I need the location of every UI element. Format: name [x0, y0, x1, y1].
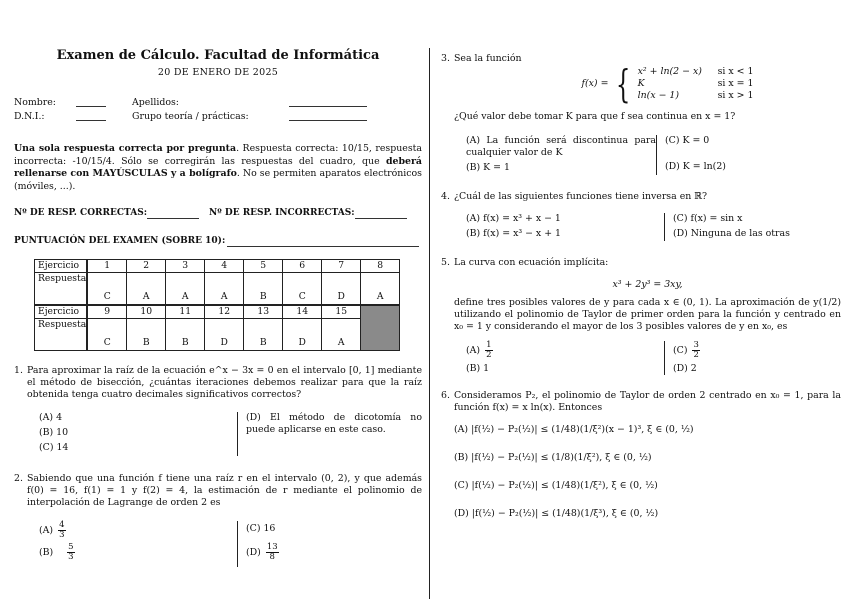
- unused-cell: [361, 305, 400, 351]
- option-d: (D) |f(½) − P₂(½)| ≤ (1/48)(1/ξ³), ξ ∈ (0, ½): [454, 508, 659, 519]
- numerator: 3: [693, 340, 699, 350]
- correct-count-field[interactable]: [147, 209, 199, 219]
- exercise-number: 10: [127, 305, 166, 319]
- answer-cell[interactable]: D: [322, 273, 361, 306]
- denominator: 3: [59, 530, 65, 540]
- answer-cell[interactable]: B: [244, 319, 283, 351]
- exercise-number: 15: [322, 305, 361, 319]
- piece-expression: ln(x − 1): [637, 90, 680, 101]
- incorrect-count-field[interactable]: [355, 209, 407, 219]
- option-d: [246, 543, 422, 562]
- denominator: 2: [486, 350, 492, 360]
- ejercicio-header: Ejercicio: [35, 305, 88, 319]
- question-1: [14, 365, 422, 457]
- instructions-bold-2: deberá rellenarse con MAYÚSCULAS y a bolígrafo: [14, 155, 422, 179]
- option-d: (D) Ninguna de las otras: [673, 228, 790, 239]
- option-b: (B) K = 1: [466, 162, 510, 173]
- numerator: 4: [59, 520, 65, 530]
- question-number: 3.: [441, 53, 450, 64]
- exercise-number: 1: [87, 260, 127, 273]
- answer-cell[interactable]: A: [166, 273, 205, 306]
- function-lhs: f(x) =: [581, 78, 609, 89]
- incorrect-count-label: Nº DE RESP. INCORRECTAS:: [209, 208, 355, 218]
- score-row: [14, 235, 422, 247]
- exercise-number: 3: [166, 260, 205, 273]
- denominator: 8: [269, 552, 275, 562]
- table-row: [35, 260, 400, 273]
- brace-icon: {: [616, 62, 631, 106]
- option-label: (D): [246, 547, 261, 558]
- question-5: [441, 257, 841, 378]
- question-intro: Sea la función: [454, 53, 522, 64]
- denominator: 3: [68, 552, 74, 562]
- option-c: [673, 341, 841, 360]
- option-a: [39, 521, 237, 540]
- question-number: 4.: [441, 191, 450, 202]
- question-number: 2.: [14, 473, 23, 484]
- exercise-number: 14: [283, 305, 322, 319]
- numerator: 13: [266, 542, 278, 552]
- apellidos-label: Apellidos:: [132, 97, 179, 108]
- table-row: [35, 319, 400, 351]
- right-column: [441, 48, 841, 523]
- answer-cell[interactable]: B: [244, 273, 283, 306]
- answer-cell[interactable]: B: [166, 319, 205, 351]
- respuesta-header: Respuesta: [35, 273, 88, 306]
- column-divider: [429, 48, 430, 599]
- fraction: [67, 543, 74, 562]
- denominator: 2: [693, 350, 699, 360]
- piece-expression: x² + ln(2 − x): [637, 66, 702, 77]
- fraction: [266, 543, 279, 562]
- option-c: (C) 14: [39, 442, 69, 453]
- dni-label: D.N.I.:: [14, 111, 45, 122]
- numerator: 5: [68, 542, 74, 552]
- exercise-number: 6: [283, 260, 322, 273]
- piece-row: [638, 78, 754, 90]
- exercise-number: 13: [244, 305, 283, 319]
- options: [454, 341, 841, 378]
- question-2: [14, 473, 422, 567]
- answer-cell[interactable]: C: [87, 319, 127, 351]
- instructions-bold-1: Una sola respuesta correcta por pregunta: [14, 143, 237, 154]
- question-3: [441, 53, 841, 177]
- correct-count-label: Nº DE RESP. CORRECTAS:: [14, 208, 148, 218]
- question-text: Sabiendo que una función f tiene una raíz r en el intervalo (0, 2), y que además f(0) = 16, f(1) = 1 y f(2) = 4, la estimación de r mediante el polinomio de interpolación de Lagrange de orden 2 es: [27, 473, 422, 508]
- numerator: 1: [486, 340, 492, 350]
- question-text: ¿Cuál de las siguientes funciones tiene inversa en ℝ?: [454, 191, 708, 202]
- exercise-number: 11: [166, 305, 205, 319]
- options: [454, 213, 841, 243]
- answer-cell[interactable]: A: [127, 273, 166, 306]
- question-text: Consideramos P₂, el polinomio de Taylor de orden 2 centrado en x₀ = 1, para la función f(x) = x ln(x). Entonces: [454, 390, 841, 413]
- option-c: (C) K = 0: [665, 135, 710, 146]
- option-b: (B) |f(½) − P₂(½)| ≤ (1/8)(1/ξ²), ξ ∈ (0, ½): [454, 452, 652, 463]
- option-c: (C) 16: [246, 523, 276, 534]
- option-label: (B): [39, 547, 54, 558]
- piecewise-function: [494, 62, 841, 106]
- piece-expression: K: [637, 78, 645, 89]
- grupo-field[interactable]: [289, 111, 367, 121]
- question-4: [441, 191, 841, 243]
- question-text: define tres posibles valores de y para cada x ∈ (0, 1). La aproximación de y(1/2) utilizando el polinomio de Taylor de primer orden para la función y centrado en x₀ = 1 y considerando el mayor de los 3 posibles valores de y en x₀, es: [454, 297, 841, 332]
- instructions: [14, 143, 422, 193]
- option-b: (B) f(x) = x³ − x + 1: [466, 228, 561, 239]
- option-a: [466, 341, 664, 360]
- option-b: (B) 1: [466, 363, 490, 374]
- answer-cell[interactable]: A: [361, 273, 400, 306]
- table-row: [35, 273, 400, 306]
- answer-cell[interactable]: A: [205, 273, 244, 306]
- score-field[interactable]: [227, 237, 419, 247]
- option-b: (B) 10: [39, 427, 69, 438]
- exam-date: 20 DE ENERO DE 2025: [157, 67, 279, 78]
- answer-cell[interactable]: D: [283, 319, 322, 351]
- table-row: [35, 305, 400, 319]
- piece-condition: si x = 1: [717, 78, 754, 89]
- respuesta-header: Respuesta: [35, 319, 88, 351]
- question-text: ¿Qué valor debe tomar K para que f sea continua en x = 1?: [454, 111, 736, 122]
- question-number: 5.: [441, 257, 450, 268]
- option-b: [39, 543, 237, 562]
- identity-row-1: [14, 97, 422, 109]
- option-d: (D) 2: [673, 363, 697, 374]
- answer-counts: [14, 207, 422, 219]
- options: [454, 135, 841, 177]
- option-a: (A) 4: [39, 412, 63, 423]
- options: [454, 424, 841, 520]
- exercise-number: 4: [205, 260, 244, 273]
- instructions-text-1: . Respuesta correcta: 10/15, respuesta incorrecta: -10/15/4. Sólo se corregirán las respuestas del cuadro, que: [14, 143, 422, 167]
- option-d: (D) El método de dicotomía no puede aplicarse en este caso.: [246, 412, 422, 435]
- fraction: [485, 341, 492, 360]
- exercise-number: 7: [322, 260, 361, 273]
- question-text: Para aproximar la raíz de la ecuación e^x − 3x = 0 en el intervalo [0, 1] mediante el método de bisección, ¿cuántas iteraciones debemos realizar para que la raíz obtenida tenga cuatro decimales significativos correctos?: [27, 365, 422, 400]
- answer-cell[interactable]: D: [205, 319, 244, 351]
- question-6: [441, 390, 841, 523]
- question-number: 6.: [441, 390, 450, 401]
- nombre-field[interactable]: [76, 97, 106, 107]
- fraction: [58, 521, 65, 540]
- answer-cell[interactable]: B: [127, 319, 166, 351]
- answer-cell[interactable]: C: [87, 273, 127, 306]
- fraction: [692, 341, 699, 360]
- piece-row: [638, 66, 754, 78]
- option-c: (C) f(x) = sin x: [673, 213, 743, 224]
- options: [27, 521, 422, 567]
- exercise-number: 12: [205, 305, 244, 319]
- exercise-number: 8: [361, 260, 400, 273]
- exam-title: Examen de Cálculo. Facultad de Informática: [56, 48, 380, 63]
- apellidos-field[interactable]: [289, 97, 367, 107]
- option-a: (A) f(x) = x³ + x − 1: [466, 213, 561, 224]
- option-label: (A): [39, 525, 54, 536]
- identity-row-2: [14, 111, 422, 123]
- option-d: (D) K = ln(2): [665, 161, 726, 172]
- piece-condition: si x > 1: [717, 90, 754, 101]
- exercise-number: 9: [87, 305, 127, 319]
- question-intro: La curva con ecuación implícita:: [454, 257, 609, 268]
- dni-field[interactable]: [76, 111, 106, 121]
- question-number: 1.: [14, 365, 23, 376]
- options: [27, 412, 422, 457]
- left-column: [14, 48, 422, 567]
- option-a: (A) La función será discontinua para cualquier valor de K: [466, 135, 656, 158]
- ejercicio-header: Ejercicio: [35, 260, 88, 273]
- answer-cell[interactable]: C: [283, 273, 322, 306]
- option-c: (C) |f(½) − P₂(½)| ≤ (1/48)(1/ξ²), ξ ∈ (0, ½): [454, 480, 658, 491]
- grupo-label: Grupo teoría / prácticas:: [132, 111, 249, 122]
- option-label: (C): [673, 345, 688, 356]
- option-label: (A): [466, 345, 481, 356]
- instructions-text-2: . No se permiten aparatos electrónicos (móviles, ...).: [14, 168, 422, 192]
- nombre-label: Nombre:: [14, 97, 56, 108]
- exercise-number: 5: [244, 260, 283, 273]
- piece-condition: si x < 1: [717, 66, 754, 77]
- answer-table: [34, 259, 400, 351]
- score-label: PUNTUACIÓN DEL EXAMEN (SOBRE 10):: [14, 236, 226, 246]
- implicit-equation: x³ + 2y³ = 3xy,: [612, 279, 683, 290]
- piece-row: [638, 90, 754, 102]
- option-a: (A) |f(½) − P₂(½)| ≤ (1/48)(1/ξ²)(x − 1)³, ξ ∈ (0, ½): [454, 424, 694, 435]
- exercise-number: 2: [127, 260, 166, 273]
- answer-cell[interactable]: A: [322, 319, 361, 351]
